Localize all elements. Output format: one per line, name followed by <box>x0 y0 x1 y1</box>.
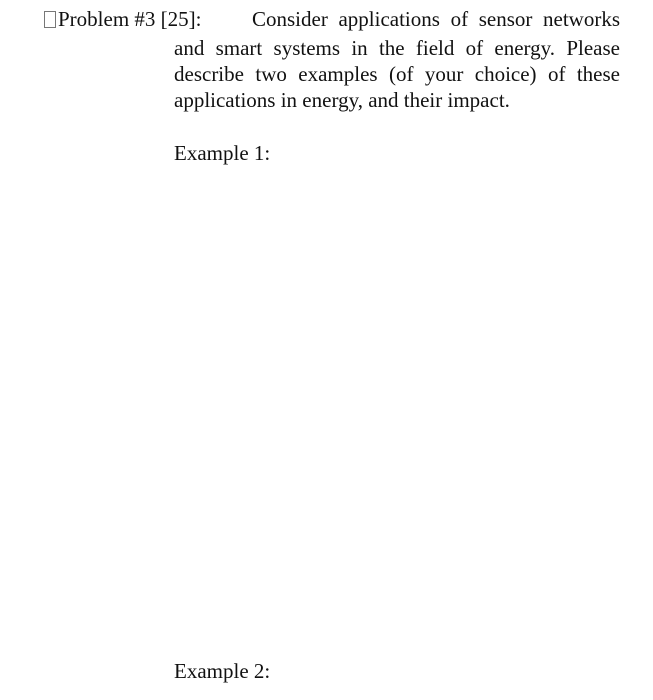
example-1-label: Example 1: <box>174 141 271 165</box>
problem-text-line-3: describe two examples (of your choice) of these <box>174 62 620 86</box>
example-2-label: Example 2: <box>174 659 271 683</box>
problem-text-line-1: Consider applications of sensor networks <box>252 7 620 31</box>
problem-text-line-4: applications in energy, and their impact. <box>174 88 510 112</box>
checkbox-icon <box>44 11 56 28</box>
problem-text-line-2: and smart systems in the field of energy. Please <box>174 36 620 60</box>
problem-heading <box>44 6 201 32</box>
problem-label: Problem #3 [25]: <box>58 7 202 31</box>
answer-space <box>174 175 620 645</box>
